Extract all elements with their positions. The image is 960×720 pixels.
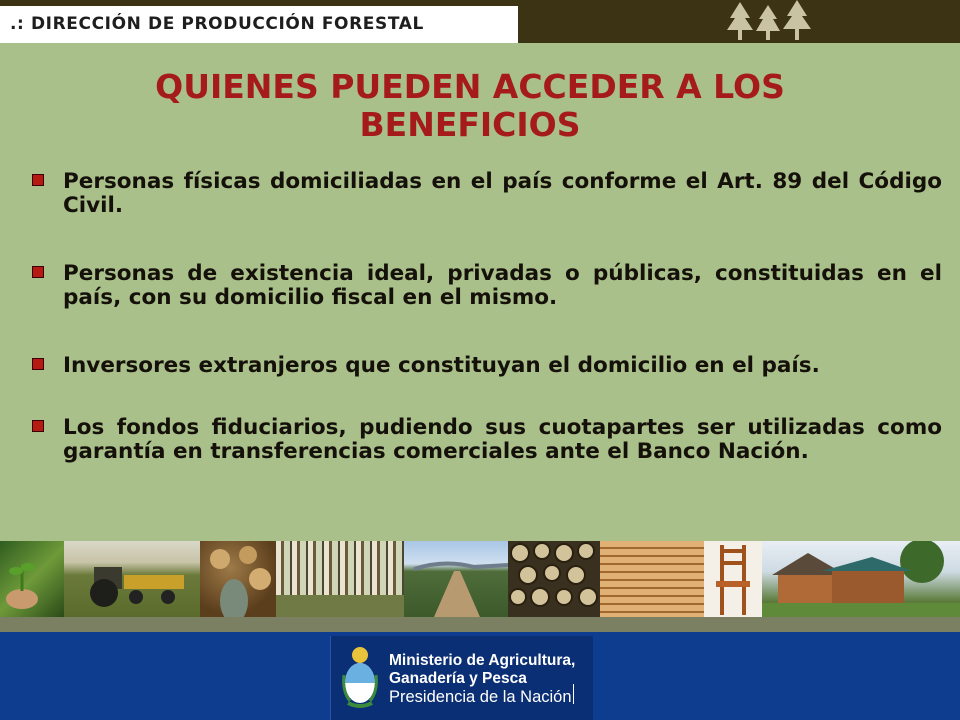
title-line-1: QUIENES PUEDEN ACCEDER A LOS xyxy=(155,67,785,106)
road-photo xyxy=(404,541,508,617)
bullet-list xyxy=(26,170,942,508)
plantation-photo xyxy=(276,541,404,617)
stacked-logs-photo xyxy=(508,541,600,617)
bullet-text: Personas de existencia ideal, privadas o públicas, constituidas en el país, con su domicilio fiscal en el mismo. xyxy=(63,261,942,310)
tractor-photo xyxy=(64,541,200,617)
logo-presidencia: Presidencia de la Nación xyxy=(389,688,572,706)
bullet-item xyxy=(26,416,942,464)
seedling-photo xyxy=(0,541,64,617)
header-bar xyxy=(0,0,960,43)
photo-strip xyxy=(0,541,960,617)
logo-ministry-line1: Ministerio de Agricultura, xyxy=(389,652,576,669)
bullet-text: Inversores extranjeros que constituyan el domicilio en el país. xyxy=(63,353,820,378)
house-photo xyxy=(762,541,960,617)
log-closeup-photo xyxy=(200,541,276,617)
square-bullet-icon xyxy=(32,420,44,432)
ministry-logo xyxy=(330,636,593,720)
square-bullet-icon xyxy=(32,266,44,278)
bullet-item xyxy=(26,354,942,378)
bullet-text: Los fondos fiduciarios, pudiendo sus cuotapartes ser utilizadas como garantía en transferencias comerciales ante el Banco Nación. xyxy=(63,415,942,464)
bullet-item xyxy=(26,262,942,310)
bullet-item xyxy=(26,170,942,218)
chair-photo xyxy=(704,541,762,617)
footer xyxy=(0,632,960,720)
logo-divider xyxy=(573,684,574,704)
bullet-text: Personas físicas domiciliadas en el país conforme el Art. 89 del Código Civil. xyxy=(63,169,942,218)
lumber-photo xyxy=(600,541,704,617)
square-bullet-icon xyxy=(32,358,44,370)
argentina-coat-of-arms-icon xyxy=(340,645,380,709)
logo-ministry-line2: Ganadería y Pesca xyxy=(389,670,527,687)
slide-title xyxy=(60,68,880,144)
header-label: .: DIRECCIÓN DE PRODUCCIÓN FORESTAL xyxy=(0,6,518,43)
divider-band xyxy=(0,617,960,632)
square-bullet-icon xyxy=(32,174,44,186)
title-line-2: BENEFICIOS xyxy=(359,105,581,144)
pine-trees-icon xyxy=(722,0,822,43)
